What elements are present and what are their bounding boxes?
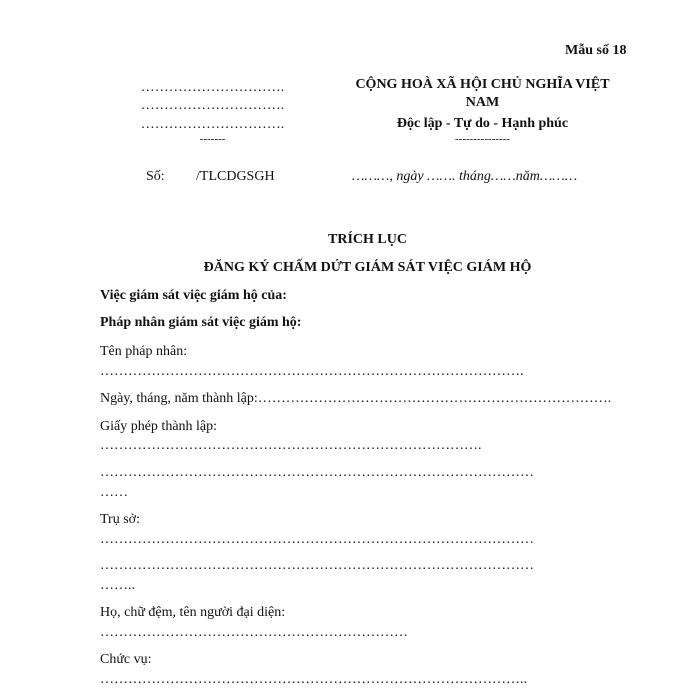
license-label: Giấy phép thành lập: <box>100 419 218 434</box>
founding-date-field <box>100 390 611 407</box>
license-dots-3: …… <box>100 485 128 500</box>
left-header-underline: ------- <box>199 133 226 145</box>
left-header-dots-3: …………………………. <box>140 117 285 132</box>
founding-date-label: Ngày, tháng, năm thành lập: <box>100 391 258 406</box>
place-date-line: ………, ngày ……. tháng……năm……… <box>352 169 578 184</box>
left-header-dots-1: …………………………. <box>140 80 285 95</box>
subsection-heading: Pháp nhân giám sát việc giám hộ: <box>100 315 302 330</box>
number-code: /TLCDGSGH <box>196 169 275 184</box>
motto-underline: --------------- <box>455 133 510 145</box>
headquarters-dots-2: ………………………………………………………………………………… <box>100 558 534 573</box>
position-label: Chức vụ: <box>100 652 152 667</box>
national-motto: Độc lập - Tự do - Hạnh phúc <box>396 116 569 131</box>
country-name-line1: CỘNG HOÀ XÃ HỘI CHỦ NGHĨA VIỆT <box>355 77 610 92</box>
headquarters-dots-1: ………………………………………………………………………………… <box>100 532 534 547</box>
form-number: Mẫu số 18 <box>565 43 627 58</box>
section-heading: Việc giám sát việc giám hộ của: <box>100 288 287 303</box>
document-subtitle: ĐĂNG KÝ CHẤM DỨT GIÁM SÁT VIỆC GIÁM HỘ <box>203 260 532 275</box>
position-dots: ……………………………………………………………………………….. <box>100 672 527 687</box>
headquarters-dots-3: …….. <box>100 578 135 593</box>
left-header-dots-2: …………………………. <box>140 98 285 113</box>
founding-date-dots: …………………………………………………………………. <box>257 391 612 406</box>
number-label: Số: <box>146 169 165 184</box>
representative-label: Họ, chữ đệm, tên người đại diện: <box>100 605 286 620</box>
document-title: TRÍCH LỤC <box>328 232 407 247</box>
legal-entity-name-label: Tên pháp nhân: <box>100 344 188 359</box>
legal-entity-name-dots: ………………………………………………………………………………. <box>100 364 524 379</box>
license-dots-2: ………………………………………………………………………………… <box>100 465 534 480</box>
representative-dots: ………………………………………………………… <box>100 625 408 640</box>
country-name-line2: NAM <box>465 95 500 110</box>
license-dots-1: ………………………………………………………………………. <box>100 438 482 453</box>
headquarters-label: Trụ sở: <box>100 512 140 527</box>
